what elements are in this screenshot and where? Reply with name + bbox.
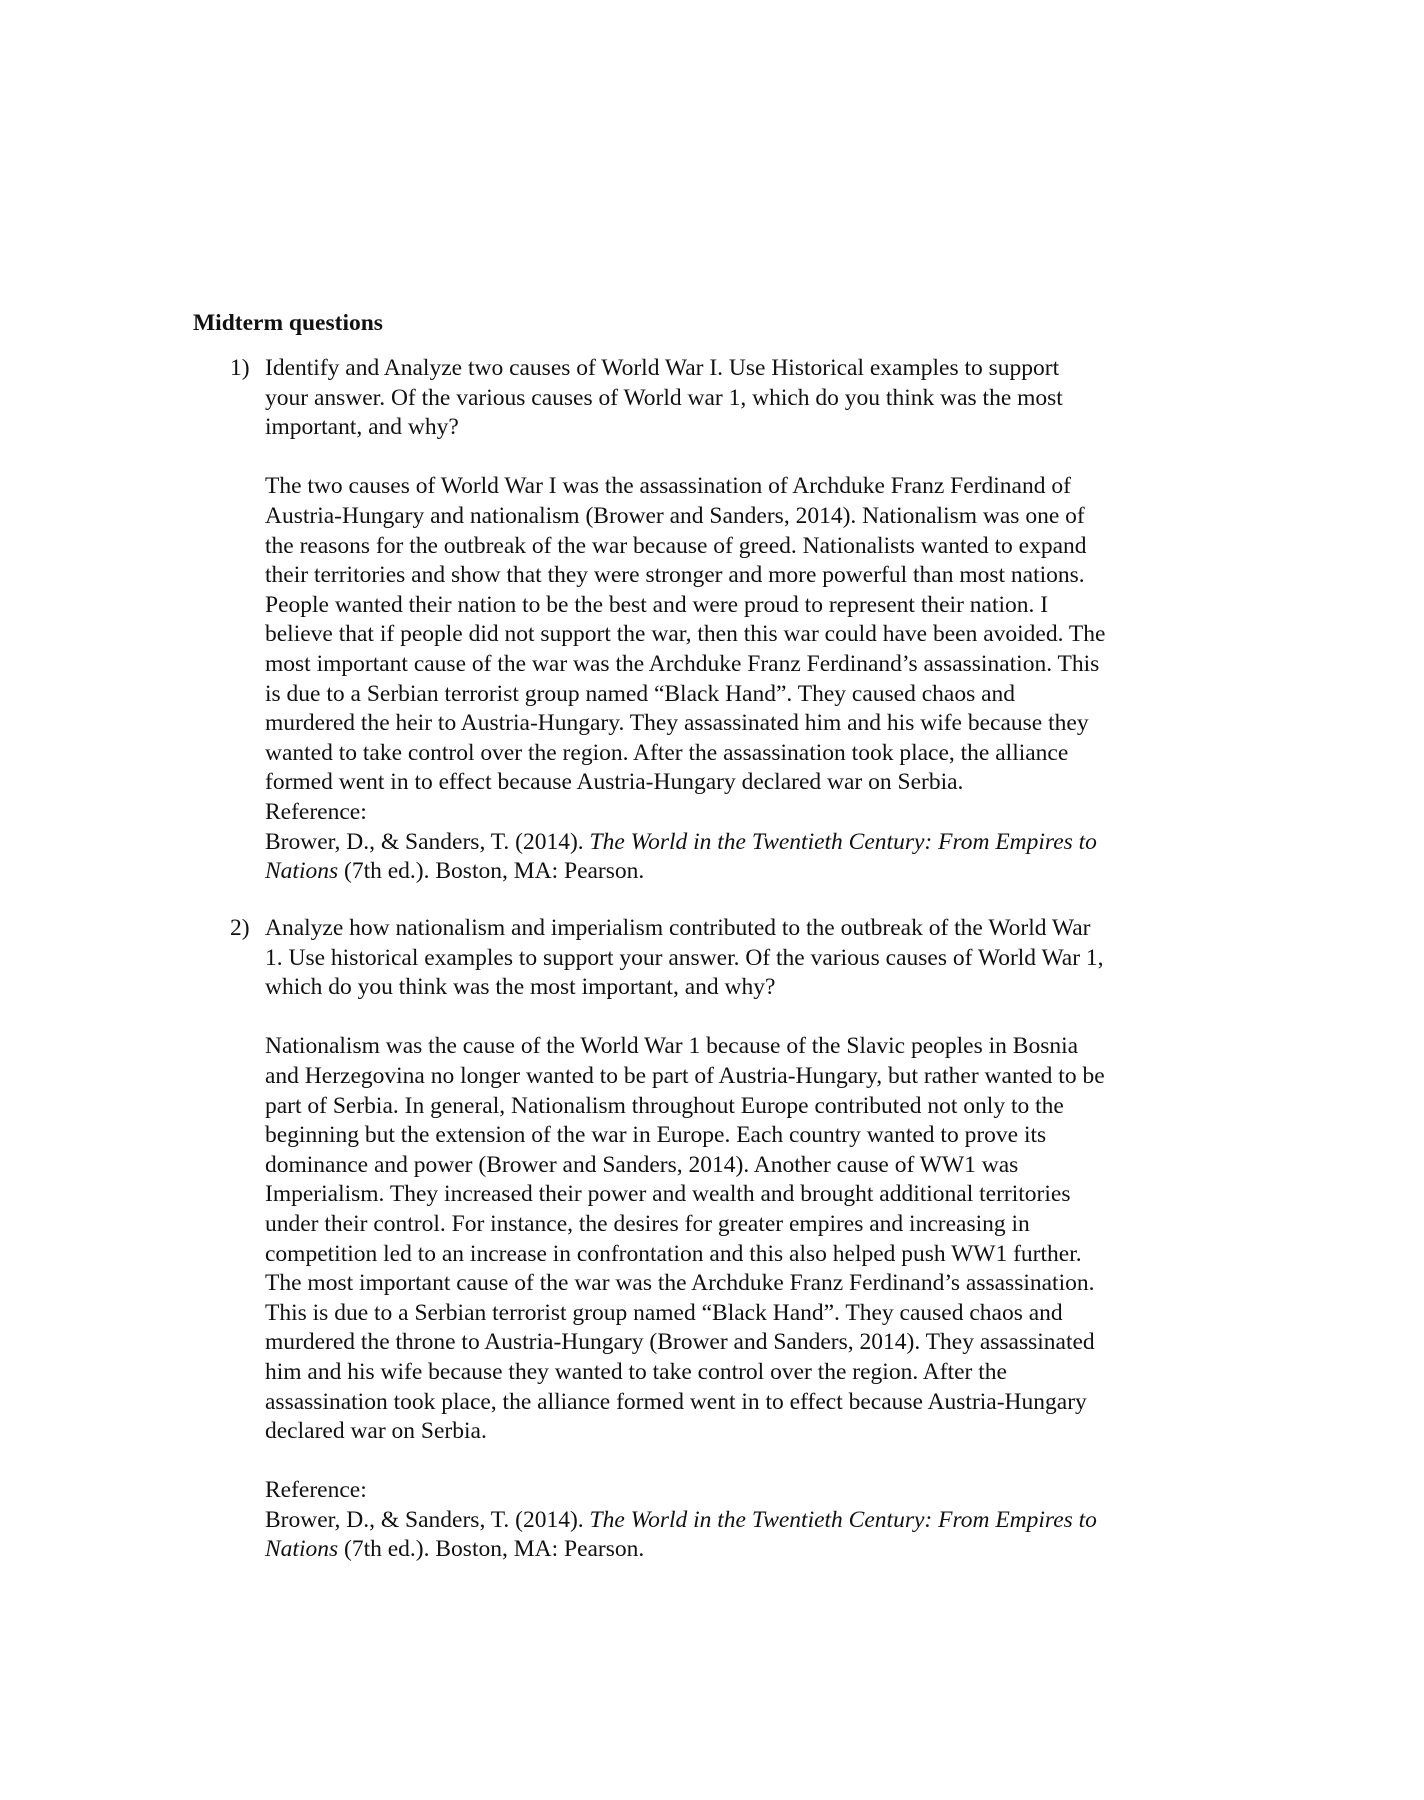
citation-title: Nations [265,1536,339,1563]
answer-line: declared war on Serbia. [265,1418,487,1445]
prompt-line: 1. Use historical examples to support your answer. Of the various causes of World War 1, [265,944,1104,971]
citation-publisher: (7th ed.). Boston, MA: Pearson. [338,1536,645,1563]
citation-publisher: (7th ed.). Boston, MA: Pearson. [338,858,645,885]
answer-line: assassination took place, the alliance formed went in to effect because Austria-Hungary [265,1388,1087,1415]
answer-line: part of Serbia. In general, Nationalism throughout Europe contributed not only to the [265,1092,1064,1119]
answer-line: believe that if people did not support the war, then this war could have been avoided. The [265,621,1106,648]
answer-line: under their control. For instance, the desires for greater empires and increasing in [265,1210,1030,1237]
answer-line: murdered the throne to Austria-Hungary (Brower and Sanders, 2014). They assassinated [265,1329,1095,1356]
reference-citation-cont [265,857,1130,887]
question-1 [230,354,1130,887]
question-body [265,354,1130,887]
question-2 [230,914,1130,1565]
citation-authors: Brower, D., & Sanders, T. (2014). [265,828,590,855]
citation-title: The World in the Twentieth Century: From Empires to [589,828,1097,855]
reference-citation-cont [265,1535,1130,1565]
prompt-line: your answer. Of the various causes of World war 1, which do you think was the most [265,384,1063,411]
reference-label: Reference: [265,798,367,825]
answer-line: beginning but the extension of the war in Europe. Each country wanted to prove its [265,1122,1047,1149]
reference-citation [265,828,1130,858]
answer-line: him and his wife because they wanted to take control over the region. After the [265,1358,1007,1385]
answer-line: formed went in to effect because Austria-Hungary declared war on Serbia. [265,769,964,796]
citation-authors: Brower, D., & Sanders, T. (2014). [265,1506,590,1533]
answer-line: wanted to take control over the region. After the assassination took place, the alliance [265,739,1069,766]
document-title: Midterm questions [193,310,383,336]
answer-line: The most important cause of the war was the Archduke Franz Ferdinand’s assassination. [265,1270,1095,1297]
answer-line: Nationalism was the cause of the World War 1 because of the Slavic peoples in Bosnia [265,1033,1079,1060]
answer-line: This is due to a Serbian terrorist group named “Black Hand”. They caused chaos and [265,1299,1063,1326]
answer-line: dominance and power (Brower and Sanders, 2014). Another cause of WW1 was [265,1151,1019,1178]
prompt-line: Analyze how nationalism and imperialism contributed to the outbreak of the World War [265,915,1091,941]
reference-citation [265,1506,1130,1536]
answer-line: Austria-Hungary and nationalism (Brower and Sanders, 2014). Nationalism was one of [265,502,1085,529]
citation-title: Nations [265,858,339,885]
answer-line: and Herzegovina no longer wanted to be part of Austria-Hungary, but rather wanted to be [265,1062,1105,1089]
prompt-line: Identify and Analyze two causes of World War I. Use Historical examples to support [265,355,1060,381]
citation-title: The World in the Twentieth Century: From Empires to [589,1506,1097,1533]
answer-line: is due to a Serbian terrorist group named “Black Hand”. They caused chaos and [265,680,1016,707]
prompt-line: important, and why? [265,414,459,441]
answer-line: their territories and show that they were stronger and more powerful than most nations. [265,562,1085,589]
answer-line: competition led to an increase in confrontation and this also helped push WW1 further. [265,1240,1082,1267]
reference-label: Reference: [265,1477,367,1504]
answer-line: The two causes of World War I was the assassination of Archduke Franz Ferdinand of [265,473,1071,500]
prompt-line: which do you think was the most important, and why? [265,974,776,1001]
answer-line: People wanted their nation to be the best and were proud to represent their nation. I [265,591,1049,618]
answer-line: Imperialism. They increased their power and wealth and brought additional territories [265,1181,1071,1208]
answer-line: the reasons for the outbreak of the war because of greed. Nationalists wanted to expand [265,532,1087,559]
question-number: 1) [230,355,250,381]
answer-line: murdered the heir to Austria-Hungary. They assassinated him and his wife because they [265,710,1089,737]
question-number: 2) [230,915,250,941]
question-body [265,914,1130,1565]
answer-line: most important cause of the war was the Archduke Franz Ferdinand’s assassination. This [265,650,1100,677]
